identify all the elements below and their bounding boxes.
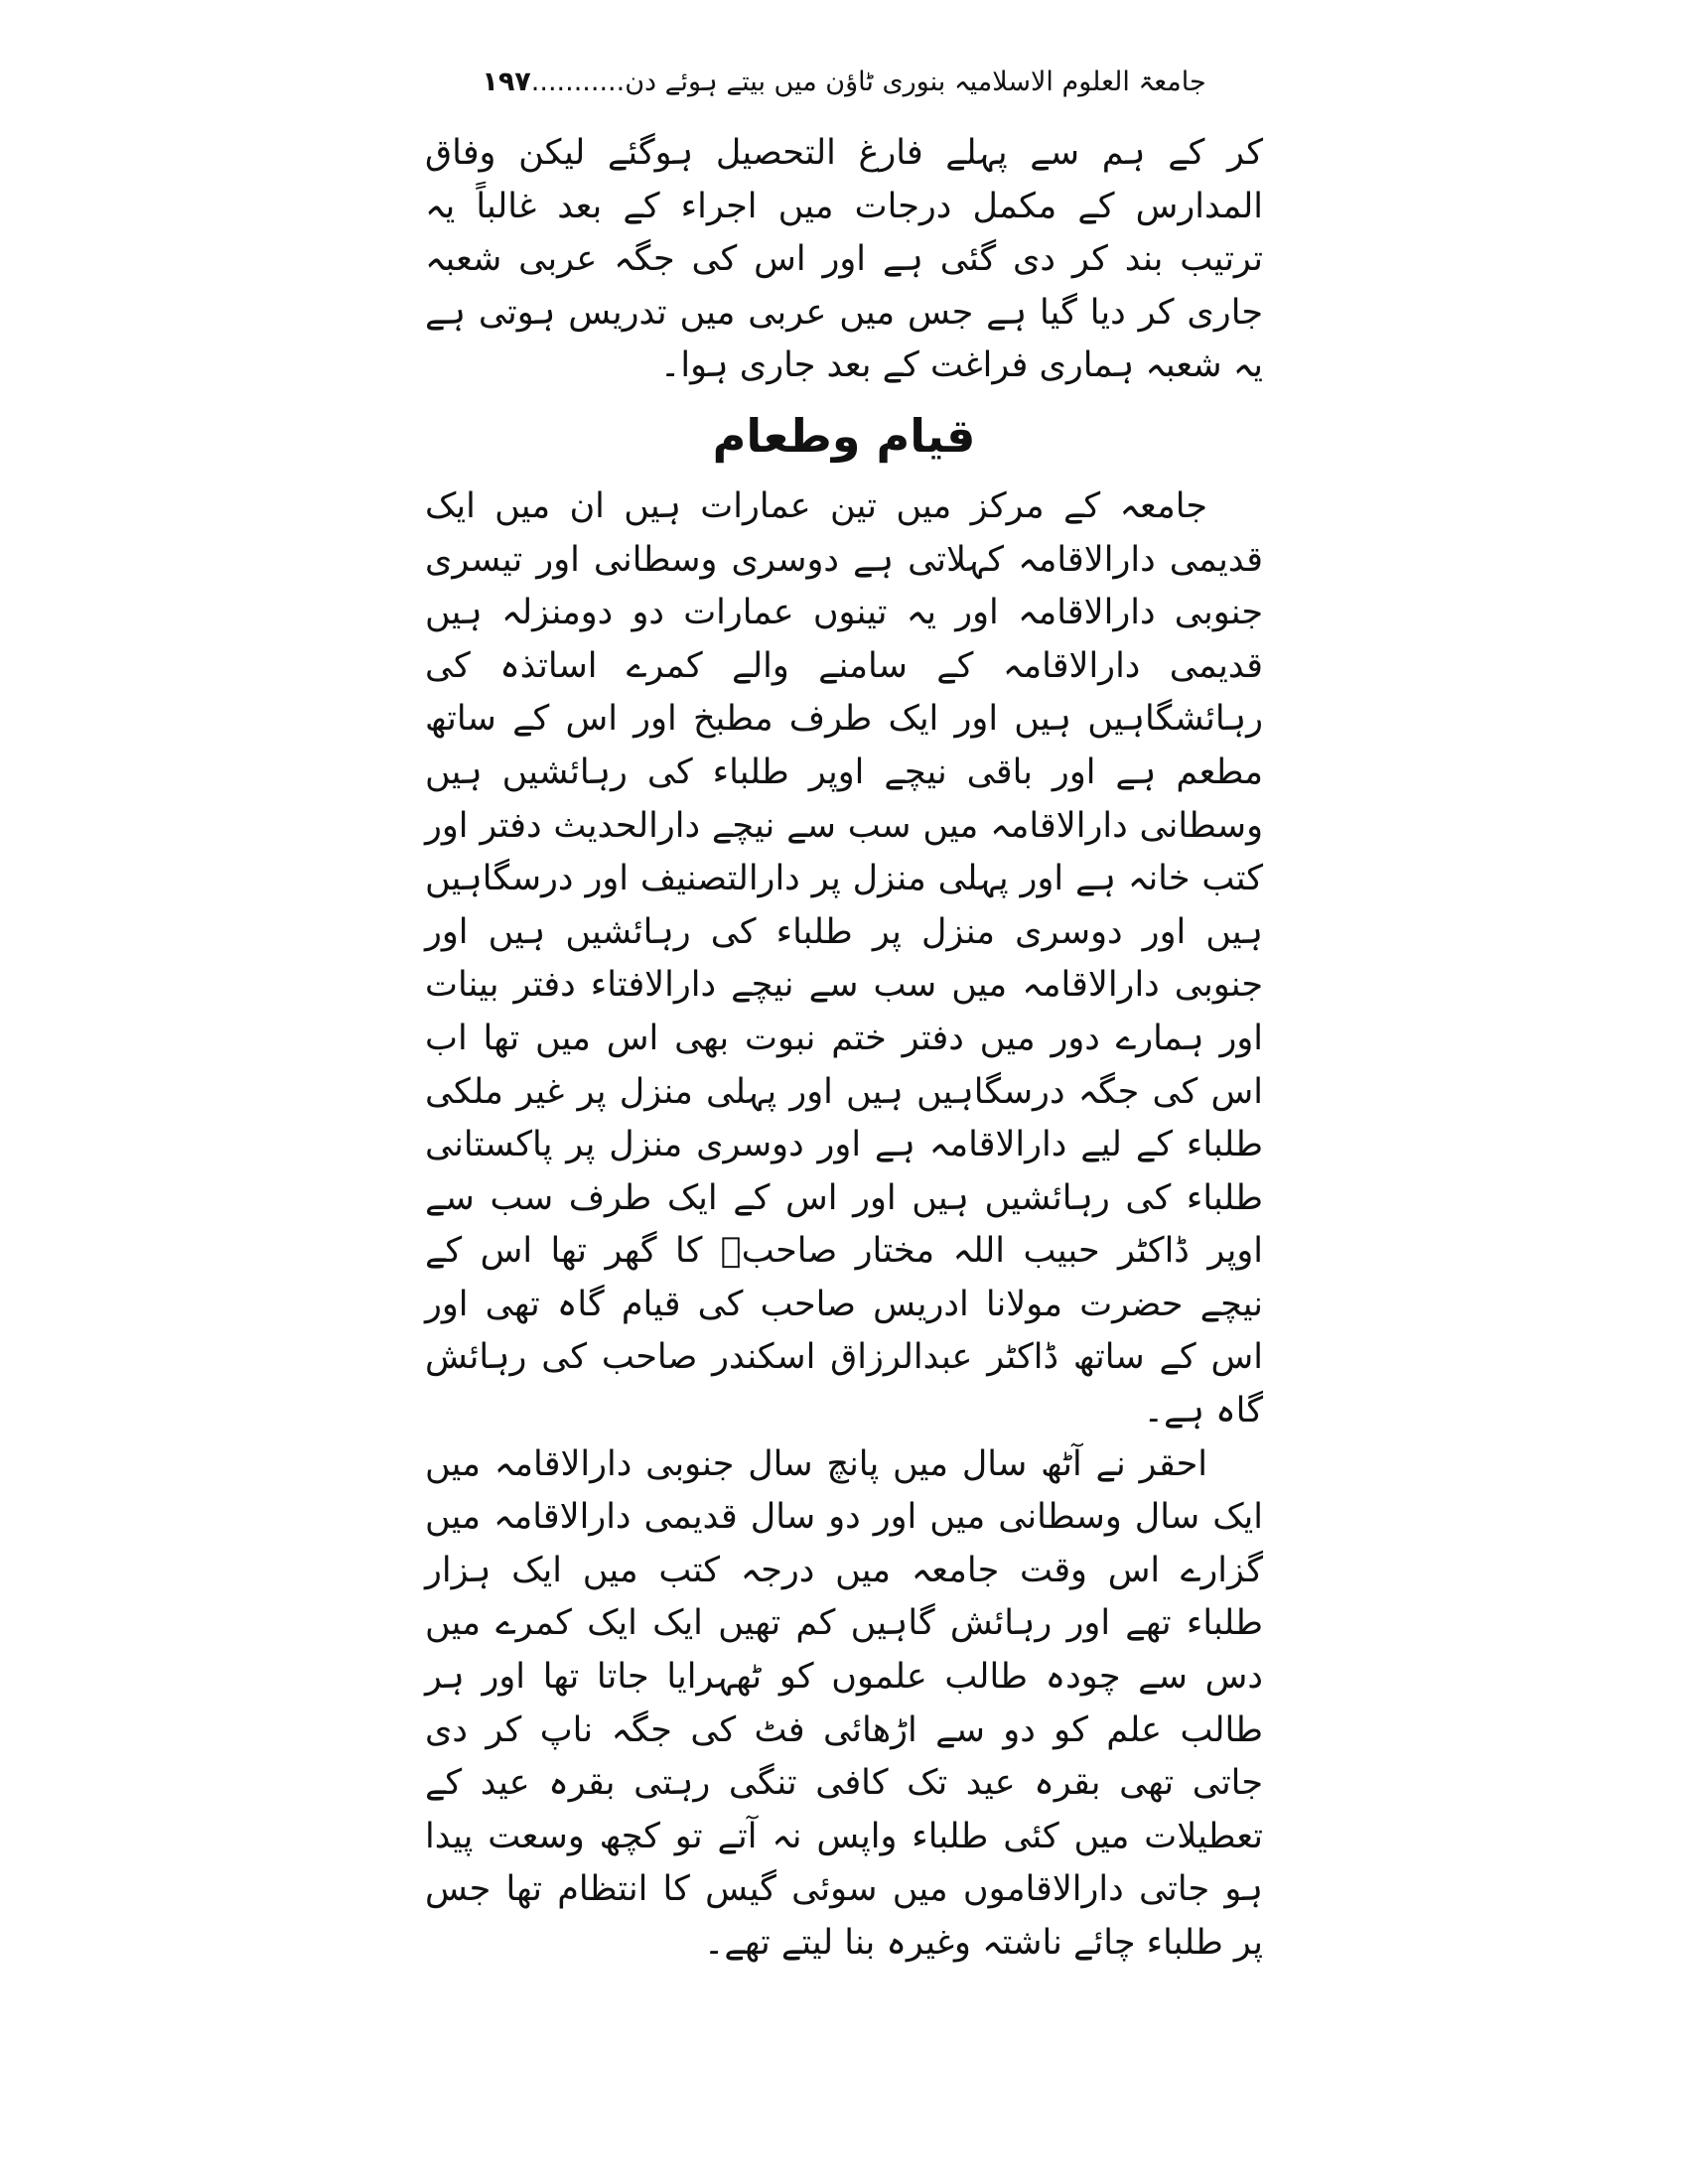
running-header-title: جامعۃ العلوم الاسلامیہ بنوری ٹاؤن میں بیتے ہوئے دن........... bbox=[530, 67, 1206, 97]
paragraph-buildings: جامعہ کے مرکز میں تین عمارات ہیں ان میں ایک قدیمی دارالاقامہ کہلاتی ہے دوسری وسطانی اور تیسری جنوبی دارالاقامہ اور یہ تینوں عمارات دو دومنزلہ ہیں قدیمی دارالاقامہ کے سامنے والے کمرے اساتذہ کی رہائشگاہیں ہیں اور ایک طرف مطبخ اور اس کے ساتھ مطعم ہے اور باقی نیچے اوپر طلباء کی رہائشیں ہیں وسطانی دارالاقامہ میں سب سے نیچے دارالحدیث دفتر اور کتب خانہ ہے اور پہلی منزل پر دارالتصنیف اور درسگاہیں ہیں اور دوسری منزل پر طلباء کی رہائشیں ہیں اور جنوبی دارالاقامہ میں سب سے نیچے دارالافتاء دفتر بینات اور ہمارے دور میں دفتر ختم نبوت بھی اس میں تھا اب اس کی جگہ درسگاہیں ہیں اور پہلی منزل پر غیر ملکی طلباء کے لیے دارالاقامہ ہے اور دوسری منزل پر پاکستانی طلباء کی رہائشیں ہیں اور اس کے ایک طرف سب سے اوپر ڈاکٹر حبیب اللہ مختار صاحبؒ کا گھر تھا اس کے نیچے حضرت مولانا ادریس صاحب کی قیام گاہ تھی اور اس کے ساتھ ڈاکٹر عبدالرزاق اسکندر صاحب کی رہائش گاہ ہے۔ bbox=[425, 485, 1263, 1432]
running-header bbox=[427, 58, 1261, 107]
paragraph-continuation: کر کے ہم سے پہلے فارغ التحصیل ہوگئے لیکن وفاق المدارس کے مکمل درجات میں اجراء کے بعد غالباً یہ ترتیب بند کر دی گئی ہے اور اس کی جگہ عربی شعبہ جاری کر دیا گیا ہے جس میں عربی میں تدریس ہوتی ہے یہ شعبہ ہماری فراغت کے بعد جاری ہوا۔ bbox=[425, 133, 1263, 386]
page-number: ۱۹۷ bbox=[482, 67, 531, 97]
section-heading: قیام وطعام bbox=[712, 408, 976, 463]
text-column bbox=[425, 127, 1263, 1971]
paragraph-residence: احقر نے آٹھ سال میں پانچ سال جنوبی دارالاقامہ میں ایک سال وسطانی میں اور دو سال قدیمی دارالاقامہ میں گزارے اس وقت جامعہ میں درجہ کتب میں ایک ہزار طلباء تھے اور رہائش گاہیں کم تھیں ایک ایک کمرے میں دس سے چودہ طالب علموں کو ٹھہرایا جاتا تھا اور ہر طالب علم کو دو سے اڑھائی فٹ کی جگہ ناپ کر دی جاتی تھی بقرہ عید تک کافی تنگی رہتی بقرہ عید کے تعطیلات میں کئی طلباء واپس نہ آتے تو کچھ وسعت پیدا ہو جاتی دارالاقاموں میں سوئی گیس کا انتظام تھا جس پر طلباء چائے ناشتہ وغیرہ بنا لیتے تھے۔ bbox=[425, 1443, 1263, 1963]
